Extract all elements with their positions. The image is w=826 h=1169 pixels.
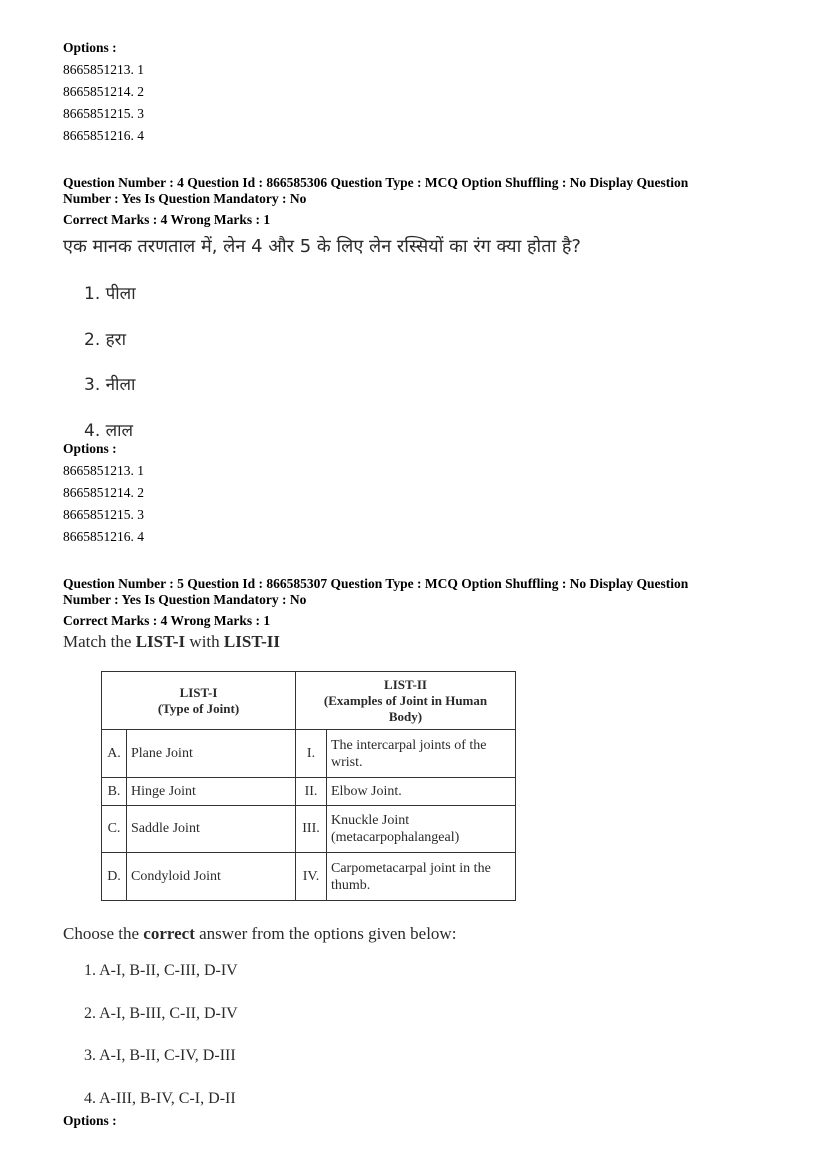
q5-choice: 4. A-III, B-IV, C-I, D-II — [84, 1090, 236, 1107]
q4-options-label: Options : — [63, 441, 117, 456]
q4-meta-line1: Question Number : 4 Question Id : 866585306 Question Type : MCQ Option Shuffling : No Display Question — [63, 175, 689, 190]
q5-meta-line2: Number : Yes Is Question Mandatory : No — [63, 592, 307, 607]
option-id: 8665851215. 3 — [63, 507, 144, 522]
option-id: 8665851216. 4 — [63, 128, 144, 143]
q5-marks: Correct Marks : 4 Wrong Marks : 1 — [63, 613, 271, 628]
row-example: Knuckle Joint (metacarpophalangeal) — [327, 806, 516, 853]
match-table-header — [102, 672, 516, 730]
q4-choice: 1. पीला — [84, 284, 136, 304]
q4-choice: 4. लाल — [84, 421, 134, 441]
row-letter: A. — [102, 730, 127, 778]
list2-header: LIST-II (Examples of Joint in Human Body) — [296, 672, 516, 730]
option-id: 8665851214. 2 — [63, 84, 144, 99]
row-letter: C. — [102, 806, 127, 853]
list1-header: LIST-I (Type of Joint) — [102, 672, 296, 730]
row-item: Plane Joint — [127, 730, 296, 778]
row-letter: B. — [102, 778, 127, 806]
q4-question-text: एक मानक तरणताल में, लेन 4 और 5 के लिए लेन रस्सियों का रंग क्या होता है? — [63, 236, 581, 257]
row-roman: I. — [296, 730, 327, 778]
q5-choice: 3. A-I, B-II, C-IV, D-III — [84, 1047, 236, 1064]
q4-choice: 2. हरा — [84, 330, 127, 350]
table-row — [102, 806, 516, 853]
q5-meta-line1: Question Number : 5 Question Id : 866585307 Question Type : MCQ Option Shuffling : No Display Question — [63, 576, 689, 591]
q5-choice: 2. A-I, B-III, C-II, D-IV — [84, 1005, 238, 1022]
table-row — [102, 730, 516, 778]
q5-question-text: Match the LIST-I with LIST-II — [63, 632, 280, 651]
row-roman: III. — [296, 806, 327, 853]
q4-marks: Correct Marks : 4 Wrong Marks : 1 — [63, 212, 271, 227]
row-example: Carpometacarpal joint in the thumb. — [327, 853, 516, 901]
row-letter: D. — [102, 853, 127, 901]
table-row — [102, 778, 516, 806]
row-roman: II. — [296, 778, 327, 806]
row-example: The intercarpal joints of the wrist. — [327, 730, 516, 778]
option-id: 8665851216. 4 — [63, 529, 144, 544]
row-item: Saddle Joint — [127, 806, 296, 853]
table-row — [102, 853, 516, 901]
row-item: Hinge Joint — [127, 778, 296, 806]
option-id: 8665851214. 2 — [63, 485, 144, 500]
row-item: Condyloid Joint — [127, 853, 296, 901]
q5-choice: 1. A-I, B-II, C-III, D-IV — [84, 962, 238, 979]
row-example: Elbow Joint. — [327, 778, 516, 806]
option-id: 8665851213. 1 — [63, 463, 144, 478]
options-label: Options : — [63, 40, 117, 55]
q4-meta-line2: Number : Yes Is Question Mandatory : No — [63, 191, 307, 206]
row-roman: IV. — [296, 853, 327, 901]
q4-choice: 3. नीला — [84, 375, 136, 395]
choose-instruction: Choose the correct answer from the options given below: — [63, 924, 457, 943]
option-id: 8665851213. 1 — [63, 62, 144, 77]
match-table — [101, 671, 516, 901]
option-id: 8665851215. 3 — [63, 106, 144, 121]
q5-options-label: Options : — [63, 1113, 117, 1128]
